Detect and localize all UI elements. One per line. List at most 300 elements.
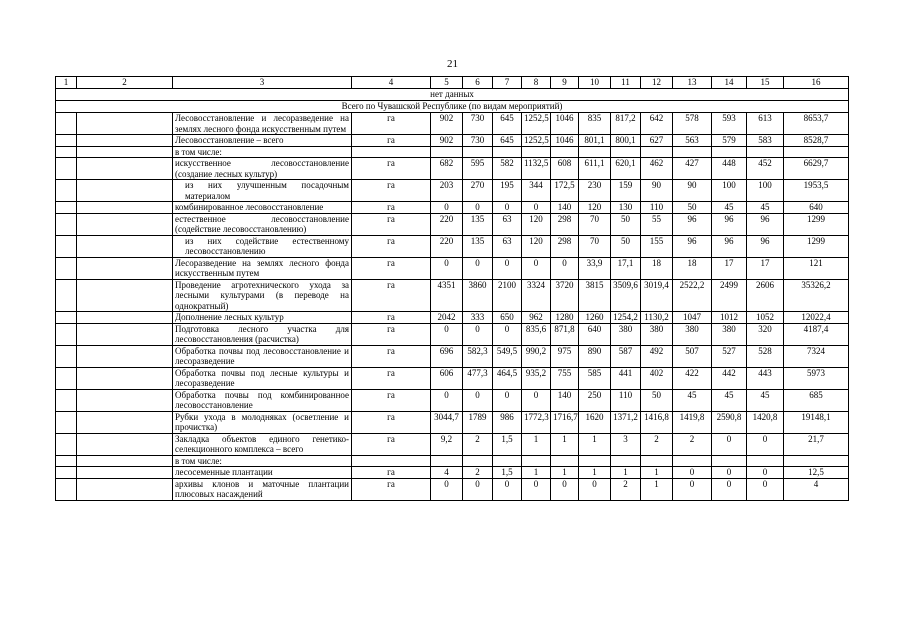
value-cell: 2	[641, 433, 673, 455]
measure-label: Подготовка лесного участка для лесовосстановления (расчистка)	[173, 323, 352, 345]
table-row	[56, 411, 849, 433]
row-number-cell	[56, 135, 77, 147]
value-cell: 19148,1	[784, 411, 849, 433]
value-cell: 90	[673, 180, 712, 202]
value-cell: 1419,8	[673, 411, 712, 433]
column-header: 11	[611, 77, 641, 89]
value-cell: 2499	[712, 279, 747, 312]
row-number-cell	[56, 455, 77, 467]
row-number-cell	[56, 367, 77, 389]
table-row	[56, 433, 849, 455]
table-row	[56, 158, 849, 180]
value-cell: 0	[493, 323, 522, 345]
value-cell: 549,5	[493, 345, 522, 367]
value-cell: 1772,3	[522, 411, 551, 433]
value-cell: 121	[784, 257, 849, 279]
value-cell: 427	[673, 158, 712, 180]
value-cell: 627	[641, 135, 673, 147]
value-cell: 33,9	[579, 257, 611, 279]
value-cell: 21,7	[784, 433, 849, 455]
unit-cell: га	[352, 389, 431, 411]
empty-cell	[77, 367, 173, 389]
value-cell: 1	[579, 433, 611, 455]
empty-cell	[77, 146, 173, 158]
value-cell: 110	[611, 389, 641, 411]
value-cell: 890	[579, 345, 611, 367]
measure-label: комбинированное лесовосстановление	[173, 202, 352, 214]
table-row	[56, 202, 849, 214]
measure-label: лесосеменные плантации	[173, 467, 352, 479]
value-cell: 696	[431, 345, 463, 367]
column-header: 13	[673, 77, 712, 89]
value-cell: 730	[463, 113, 493, 135]
measure-label: Обработка почвы под лесные культуры и лесоразведение	[173, 367, 352, 389]
value-cell	[747, 146, 784, 158]
value-cell	[784, 455, 849, 467]
value-cell: 527	[712, 345, 747, 367]
value-cell: 1052	[747, 312, 784, 324]
value-cell: 613	[747, 113, 784, 135]
value-cell: 0	[551, 478, 579, 500]
value-cell	[463, 455, 493, 467]
table-row	[56, 312, 849, 324]
value-cell: 0	[712, 467, 747, 479]
measure-label: Дополнение лесных культур	[173, 312, 352, 324]
value-cell	[463, 146, 493, 158]
column-number-row	[56, 77, 849, 89]
table-row	[56, 478, 849, 500]
value-cell: 0	[463, 478, 493, 500]
value-cell: 611,1	[579, 158, 611, 180]
row-number-cell	[56, 180, 77, 202]
value-cell: 835,6	[522, 323, 551, 345]
empty-cell	[77, 345, 173, 367]
column-header: 12	[641, 77, 673, 89]
value-cell: 130	[611, 202, 641, 214]
value-cell: 642	[641, 113, 673, 135]
no-data-row	[56, 89, 849, 101]
value-cell: 0	[522, 202, 551, 214]
value-cell: 935,2	[522, 367, 551, 389]
measure-label: из них содействие естественному лесовосстановлению	[173, 235, 352, 257]
value-cell: 380	[641, 323, 673, 345]
value-cell: 645	[493, 113, 522, 135]
value-cell: 120	[522, 235, 551, 257]
value-cell: 1280	[551, 312, 579, 324]
value-cell: 0	[431, 323, 463, 345]
value-cell: 563	[673, 135, 712, 147]
row-number-cell	[56, 146, 77, 158]
total-title-row	[56, 101, 849, 113]
value-cell: 70	[579, 235, 611, 257]
value-cell: 462	[641, 158, 673, 180]
value-cell: 380	[712, 323, 747, 345]
value-cell: 0	[431, 257, 463, 279]
empty-cell	[77, 279, 173, 312]
table-row	[56, 389, 849, 411]
value-cell: 1132,5	[522, 158, 551, 180]
column-header: 3	[173, 77, 352, 89]
value-cell: 17	[712, 257, 747, 279]
value-cell: 4187,4	[784, 323, 849, 345]
value-cell: 640	[784, 202, 849, 214]
value-cell: 1,5	[493, 433, 522, 455]
value-cell	[611, 455, 641, 467]
value-cell: 6629,7	[784, 158, 849, 180]
value-cell: 3044,7	[431, 411, 463, 433]
value-cell: 593	[712, 113, 747, 135]
value-cell: 0	[522, 478, 551, 500]
value-cell: 120	[522, 213, 551, 235]
measure-label: Обработка почвы под лесовосстановление и лесоразведение	[173, 345, 352, 367]
value-cell: 1012	[712, 312, 747, 324]
measure-label: в том числе:	[173, 146, 352, 158]
value-cell: 579	[712, 135, 747, 147]
value-cell: 1620	[579, 411, 611, 433]
empty-cell	[77, 135, 173, 147]
unit-cell: га	[352, 180, 431, 202]
table-row	[56, 257, 849, 279]
column-header: 1	[56, 77, 77, 89]
value-cell: 492	[641, 345, 673, 367]
value-cell: 4351	[431, 279, 463, 312]
value-cell: 4	[431, 467, 463, 479]
value-cell: 1254,2	[611, 312, 641, 324]
value-cell: 45	[712, 202, 747, 214]
value-cell: 17,1	[611, 257, 641, 279]
value-cell: 1	[522, 467, 551, 479]
value-cell: 962	[522, 312, 551, 324]
value-cell: 2100	[493, 279, 522, 312]
value-cell: 582	[493, 158, 522, 180]
unit-cell: га	[352, 411, 431, 433]
value-cell: 0	[747, 433, 784, 455]
value-cell	[641, 455, 673, 467]
measure-label: в том числе:	[173, 455, 352, 467]
value-cell: 0	[463, 389, 493, 411]
measure-label: Лесовосстановление и лесоразведение на землях лесного фонда искусственным путем	[173, 113, 352, 135]
value-cell: 90	[641, 180, 673, 202]
value-cell: 320	[747, 323, 784, 345]
value-cell: 0	[522, 257, 551, 279]
measure-label: естественное лесовосстановление (содействие лесовосстановлению)	[173, 213, 352, 235]
value-cell: 2	[673, 433, 712, 455]
row-number-cell	[56, 113, 77, 135]
page-number: 21	[447, 58, 458, 70]
table-row	[56, 467, 849, 479]
empty-cell	[77, 202, 173, 214]
value-cell: 0	[673, 478, 712, 500]
value-cell: 230	[579, 180, 611, 202]
value-cell: 100	[747, 180, 784, 202]
value-cell: 0	[712, 478, 747, 500]
value-cell	[493, 455, 522, 467]
measure-label: архивы клонов и маточные плантации плюсовых насаждений	[173, 478, 352, 500]
value-cell: 172,5	[551, 180, 579, 202]
measure-label: Рубки ухода в молодняках (осветление и прочистка)	[173, 411, 352, 433]
value-cell: 0	[463, 257, 493, 279]
table-row	[56, 455, 849, 467]
measure-label: Лесовосстановление – всего	[173, 135, 352, 147]
empty-cell	[77, 467, 173, 479]
value-cell: 620,1	[611, 158, 641, 180]
value-cell: 582,3	[463, 345, 493, 367]
value-cell: 96	[673, 235, 712, 257]
unit-cell	[352, 455, 431, 467]
value-cell: 0	[522, 389, 551, 411]
value-cell: 50	[611, 235, 641, 257]
value-cell	[673, 146, 712, 158]
empty-cell	[77, 433, 173, 455]
value-cell: 195	[493, 180, 522, 202]
value-cell: 1	[551, 433, 579, 455]
value-cell: 990,2	[522, 345, 551, 367]
table-row	[56, 323, 849, 345]
value-cell: 1,5	[493, 467, 522, 479]
table-row	[56, 146, 849, 158]
value-cell: 1	[611, 467, 641, 479]
value-cell: 344	[522, 180, 551, 202]
empty-cell	[77, 323, 173, 345]
value-cell	[493, 146, 522, 158]
table-row	[56, 279, 849, 312]
value-cell: 1	[641, 467, 673, 479]
value-cell: 0	[431, 202, 463, 214]
value-cell: 448	[712, 158, 747, 180]
value-cell: 96	[712, 235, 747, 257]
measure-label: Проведение агротехнического ухода за лесными культурами (в переводе на однократный)	[173, 279, 352, 312]
column-header: 14	[712, 77, 747, 89]
value-cell: 1789	[463, 411, 493, 433]
value-cell: 986	[493, 411, 522, 433]
unit-cell: га	[352, 312, 431, 324]
column-header: 4	[352, 77, 431, 89]
value-cell: 55	[641, 213, 673, 235]
value-cell: 2590,8	[712, 411, 747, 433]
row-number-cell	[56, 345, 77, 367]
value-cell: 12,5	[784, 467, 849, 479]
value-cell: 1716,7	[551, 411, 579, 433]
value-cell: 902	[431, 135, 463, 147]
column-header: 2	[77, 77, 173, 89]
value-cell: 650	[493, 312, 522, 324]
value-cell: 1	[551, 467, 579, 479]
column-header: 8	[522, 77, 551, 89]
value-cell: 800,1	[611, 135, 641, 147]
unit-cell: га	[352, 235, 431, 257]
value-cell: 380	[673, 323, 712, 345]
value-cell: 507	[673, 345, 712, 367]
value-cell: 0	[747, 467, 784, 479]
value-cell: 0	[673, 467, 712, 479]
table-row	[56, 235, 849, 257]
value-cell: 1	[641, 478, 673, 500]
value-cell: 1299	[784, 213, 849, 235]
value-cell: 2	[463, 433, 493, 455]
value-cell: 817,2	[611, 113, 641, 135]
value-cell: 1	[579, 467, 611, 479]
value-cell: 1047	[673, 312, 712, 324]
value-cell: 1260	[579, 312, 611, 324]
row-number-cell	[56, 202, 77, 214]
value-cell: 2606	[747, 279, 784, 312]
value-cell	[522, 146, 551, 158]
value-cell: 801,1	[579, 135, 611, 147]
value-cell: 270	[463, 180, 493, 202]
unit-cell: га	[352, 433, 431, 455]
value-cell: 45	[673, 389, 712, 411]
column-header: 15	[747, 77, 784, 89]
row-number-cell	[56, 213, 77, 235]
total-title: Всего по Чувашской Республике (по видам мероприятий)	[56, 101, 849, 113]
value-cell: 3019,4	[641, 279, 673, 312]
unit-cell: га	[352, 279, 431, 312]
measure-label: из них улучшенным посадочным материалом	[173, 180, 352, 202]
value-cell: 4	[784, 478, 849, 500]
empty-cell	[77, 478, 173, 500]
value-cell: 0	[463, 202, 493, 214]
value-cell: 583	[747, 135, 784, 147]
value-cell: 3	[611, 433, 641, 455]
empty-cell	[77, 235, 173, 257]
value-cell: 578	[673, 113, 712, 135]
column-header: 5	[431, 77, 463, 89]
value-cell: 12022,4	[784, 312, 849, 324]
empty-cell	[77, 389, 173, 411]
value-cell: 140	[551, 389, 579, 411]
value-cell: 595	[463, 158, 493, 180]
row-number-cell	[56, 433, 77, 455]
value-cell: 50	[641, 389, 673, 411]
empty-cell	[77, 257, 173, 279]
value-cell: 835	[579, 113, 611, 135]
value-cell: 0	[431, 389, 463, 411]
value-cell	[579, 146, 611, 158]
value-cell: 18	[673, 257, 712, 279]
measures-table	[55, 76, 849, 501]
row-number-cell	[56, 478, 77, 500]
empty-cell	[77, 158, 173, 180]
value-cell: 135	[463, 235, 493, 257]
value-cell: 685	[784, 389, 849, 411]
value-cell: 18	[641, 257, 673, 279]
value-cell	[551, 455, 579, 467]
value-cell: 8653,7	[784, 113, 849, 135]
unit-cell: га	[352, 202, 431, 214]
empty-cell	[77, 113, 173, 135]
value-cell: 96	[747, 235, 784, 257]
table-row	[56, 345, 849, 367]
value-cell	[551, 146, 579, 158]
value-cell: 100	[712, 180, 747, 202]
value-cell: 1953,5	[784, 180, 849, 202]
value-cell: 220	[431, 213, 463, 235]
value-cell: 250	[579, 389, 611, 411]
unit-cell: га	[352, 367, 431, 389]
value-cell: 1252,5	[522, 135, 551, 147]
value-cell	[611, 146, 641, 158]
value-cell: 464,5	[493, 367, 522, 389]
table-row	[56, 213, 849, 235]
value-cell: 1416,8	[641, 411, 673, 433]
value-cell: 1299	[784, 235, 849, 257]
value-cell: 5973	[784, 367, 849, 389]
value-cell	[673, 455, 712, 467]
row-number-cell	[56, 389, 77, 411]
value-cell: 8528,7	[784, 135, 849, 147]
measure-label: искусственное лесовосстановление (создание лесных культур)	[173, 158, 352, 180]
row-number-cell	[56, 257, 77, 279]
value-cell: 63	[493, 213, 522, 235]
value-cell: 298	[551, 213, 579, 235]
unit-cell	[352, 146, 431, 158]
unit-cell: га	[352, 467, 431, 479]
unit-cell: га	[352, 213, 431, 235]
value-cell: 682	[431, 158, 463, 180]
value-cell: 45	[747, 202, 784, 214]
value-cell: 902	[431, 113, 463, 135]
value-cell: 871,8	[551, 323, 579, 345]
value-cell: 640	[579, 323, 611, 345]
value-cell: 298	[551, 235, 579, 257]
column-header: 16	[784, 77, 849, 89]
value-cell	[522, 455, 551, 467]
value-cell: 0	[747, 478, 784, 500]
value-cell: 528	[747, 345, 784, 367]
measure-label: Лесоразведение на землях лесного фонда искусственным путем	[173, 257, 352, 279]
value-cell: 96	[673, 213, 712, 235]
value-cell: 155	[641, 235, 673, 257]
row-number-cell	[56, 323, 77, 345]
value-cell: 3324	[522, 279, 551, 312]
empty-cell	[77, 180, 173, 202]
value-cell	[431, 455, 463, 467]
row-number-cell	[56, 158, 77, 180]
value-cell	[579, 455, 611, 467]
value-cell: 3815	[579, 279, 611, 312]
value-cell: 380	[611, 323, 641, 345]
value-cell: 1046	[551, 135, 579, 147]
value-cell: 1	[522, 433, 551, 455]
value-cell: 2042	[431, 312, 463, 324]
measure-label: Обработка почвы под комбинированное лесовосстановление	[173, 389, 352, 411]
unit-cell: га	[352, 323, 431, 345]
unit-cell: га	[352, 478, 431, 500]
value-cell: 0	[579, 478, 611, 500]
value-cell: 3509,6	[611, 279, 641, 312]
value-cell	[712, 455, 747, 467]
value-cell: 35326,2	[784, 279, 849, 312]
value-cell: 0	[551, 257, 579, 279]
value-cell: 0	[493, 257, 522, 279]
value-cell: 96	[747, 213, 784, 235]
table-row	[56, 367, 849, 389]
value-cell: 63	[493, 235, 522, 257]
value-cell: 587	[611, 345, 641, 367]
value-cell: 50	[611, 213, 641, 235]
value-cell: 0	[463, 323, 493, 345]
value-cell: 585	[579, 367, 611, 389]
value-cell: 645	[493, 135, 522, 147]
value-cell: 45	[712, 389, 747, 411]
value-cell: 442	[712, 367, 747, 389]
value-cell: 1252,5	[522, 113, 551, 135]
unit-cell: га	[352, 158, 431, 180]
column-header: 7	[493, 77, 522, 89]
unit-cell: га	[352, 257, 431, 279]
value-cell: 135	[463, 213, 493, 235]
value-cell: 96	[712, 213, 747, 235]
